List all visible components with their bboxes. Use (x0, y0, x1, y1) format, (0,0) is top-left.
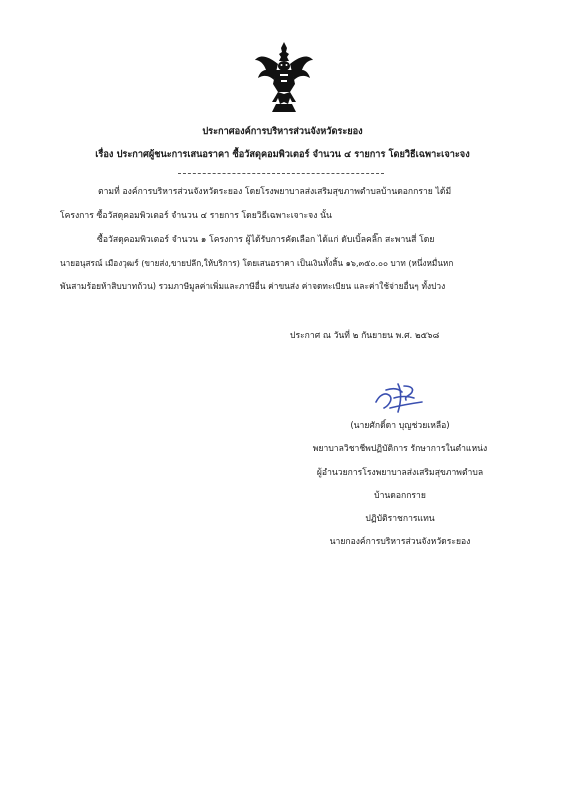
signatory-position-line-3: บ้านดอกกราย (374, 491, 426, 501)
signatory-position-line-1: พยาบาลวิชาชีพปฏิบัติการ รักษาการในตำแหน่ง (312, 444, 488, 454)
garuda-emblem-icon (254, 40, 314, 114)
signatory-name: (นายศักดิ์ดา บุญช่วยเหลือ) (350, 421, 450, 431)
body-paragraph-2-line-1: ซื้อวัสดุคอมพิวเตอร์ จำนวน ๑ โครงการ ผู้ได้รับการคัดเลือก ได้แก่ ดับเบิ้ลคลิ๊ก สะพานสี่ โดย (97, 235, 435, 245)
announcement-date: ประกาศ ณ วันที่ ๒ กันยายน พ.ศ. ๒๕๖๘ (290, 331, 440, 341)
body-paragraph-2-line-2: นายอนุสรณ์ เมืองวุฒร์ (ขายส่ง,ขายปลีก,ให้บริการ) โดยเสนอราคา เป็นเงินทั้งสิ้น ๑๖,๓๕๐.๐๐ บาท (หนึ่งหมื่นหก (60, 258, 454, 268)
body-paragraph-2-line-3: พันสามร้อยห้าสิบบาทถ้วน) รวมภาษีมูลค่าเพิ่มและภาษีอื่น ค่าขนส่ง ค่าจดทะเบียน และค่าใช้จ่ายอื่นๆ ทั้งปวง (60, 281, 446, 291)
body-paragraph-1-line-2: โครงการ ซื้อวัสดุคอมพิวเตอร์ จำนวน ๔ รายการ โดยวิธีเฉพาะเจาะจง นั้น (60, 211, 332, 221)
announcement-title: ประกาศองค์การบริหารส่วนจังหวัดระยอง (202, 126, 363, 137)
signatory-position-line-2: ผู้อำนวยการโรงพยาบาลส่งเสริมสุขภาพตำบล (316, 468, 484, 478)
separator-line (178, 173, 384, 174)
signatory-position-line-5: นายกองค์การบริหารส่วนจังหวัดระยอง (329, 537, 471, 547)
body-paragraph-1-line-1: ตามที่ องค์การบริหารส่วนจังหวัดระยอง โดยโรงพยาบาลส่งเสริมสุขภาพตำบลบ้านดอกกราย ได้มี (98, 187, 452, 197)
signatory-position-line-4: ปฏิบัติราชการแทน (365, 514, 435, 524)
handwritten-signature (368, 378, 432, 416)
announcement-subject: เรื่อง ประกาศผู้ชนะการเสนอราคา ซื้อวัสดุคอมพิวเตอร์ จำนวน ๔ รายการ โดยวิธีเฉพาะเจาะจง (95, 149, 470, 160)
